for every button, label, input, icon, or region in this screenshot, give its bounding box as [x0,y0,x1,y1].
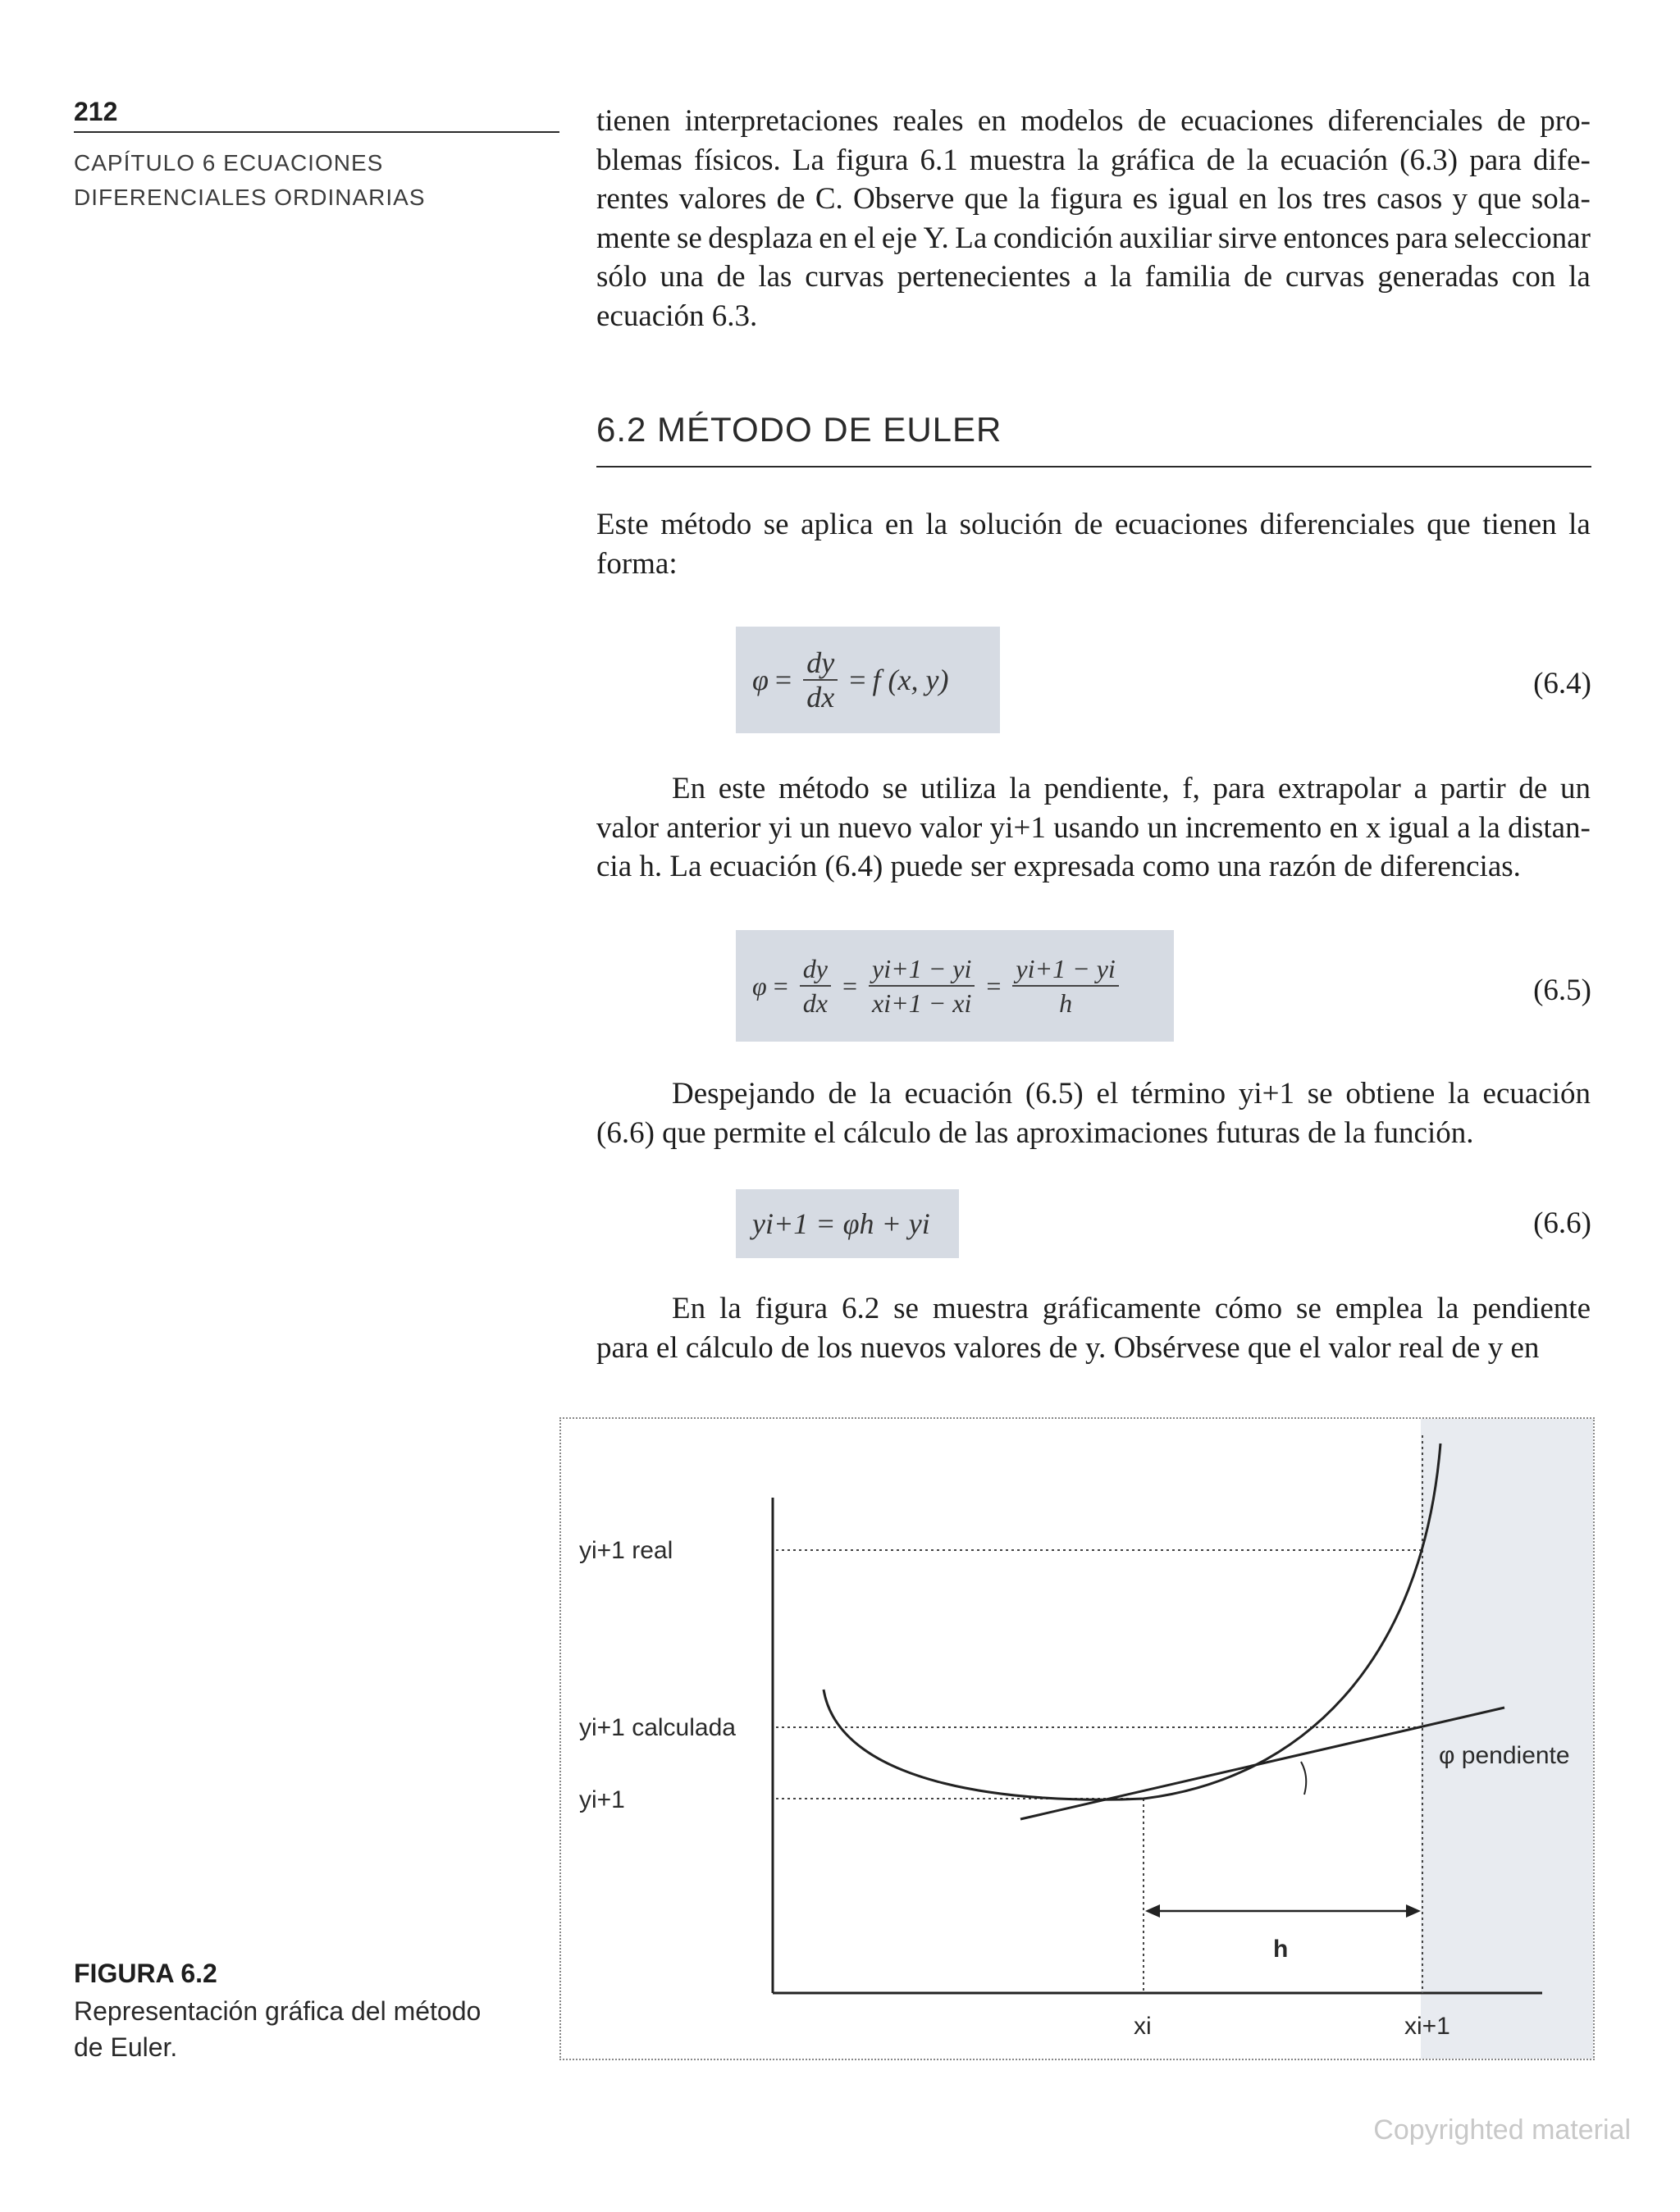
word: auxiliar [1119,221,1212,255]
word: para [596,1330,656,1365]
eq65-den2: xi+1 − xi [872,988,972,1018]
equation-number-6-6: (6.6) [1533,1206,1591,1240]
equation-6-5: φ = $\frac{dy}{dx}$ = $\frac{yi+1 - yi}{xi+1 - xi}$ = $\frac{yi+1 - yi}{h}$ [736,930,1174,1042]
word: valor [920,810,983,845]
word: la [1246,143,1269,177]
euler-diagram [561,1419,1593,2059]
word: valores [678,182,767,216]
word: seleccionar [1454,221,1591,255]
word: sólo [596,260,647,294]
word: valor [1328,1330,1399,1365]
word: y. [1084,1330,1114,1365]
word: que [1477,182,1522,216]
word: nuevo [838,810,912,845]
word: se [676,221,702,255]
text-line [596,1289,1591,1329]
angle-arc [1301,1762,1306,1795]
word: utiliza [920,772,997,805]
word: pertenecientes [897,260,1071,294]
word: se [882,772,908,805]
word: gráficamente [1042,1292,1201,1325]
equation-number-6-5: (6.5) [1533,974,1591,1007]
text-line [596,258,1591,297]
eq65-num3: yi+1 − yi [1012,952,1118,987]
section-rule [596,466,1591,467]
word: generadas [1377,260,1500,294]
word: de [1048,1330,1085,1365]
word: para [1395,221,1448,255]
word: muestra [932,1292,1029,1325]
word: muestra [969,143,1066,177]
text-line [596,847,1591,887]
word: en [884,508,914,541]
paragraph-clearing [596,1074,1591,1152]
word: f, [1182,772,1200,805]
word: nuevos [860,1330,954,1365]
word: ecuación [1482,1077,1591,1111]
word: de [828,1077,857,1111]
word: entonces [1283,221,1390,255]
word: el [1096,1077,1119,1111]
text-line [596,505,1591,545]
word: familia [1144,260,1231,294]
word: tienen [1482,508,1557,541]
word: rentes [596,182,669,216]
word: forma: [596,546,678,581]
word: la [1568,508,1591,541]
word: C. [815,182,843,216]
word: de [1244,260,1273,294]
word: x [1365,810,1381,845]
word: de [780,1330,818,1365]
eq64-rhs: f (x, y) [872,664,949,696]
equation-6-4: φ = $\frac{dy}{dx}$ = f (x, y) [736,627,1000,733]
text-line [596,545,1591,584]
word: la [1009,772,1031,805]
word: condición [993,221,1113,255]
word: casos [1376,182,1443,216]
word: ecuación [904,1077,1013,1111]
shaded-band [1421,1419,1593,2059]
word: tienen [596,104,671,138]
word: En [672,1292,706,1325]
label-xi1: xi+1 [1404,2013,1450,2040]
word: un [800,810,831,845]
word: pro- [1540,104,1591,138]
word: cómo [1214,1292,1283,1325]
word: figura [755,1292,829,1325]
caption-line-2: de Euler. [74,2032,178,2062]
word: la [1448,1077,1470,1111]
word: ecuaciones [1180,104,1314,138]
label-xi: xi [1134,2013,1152,2040]
copyright-watermark: Copyrighted material [1373,2114,1631,2146]
eq65-num1: dy [800,952,831,987]
text-line [596,141,1591,180]
h-arrow-right-head [1406,1904,1421,1918]
word: sola- [1531,182,1591,216]
word: ecuación 6.3. [596,299,758,333]
eq66-text: yi+1 = φh + yi [752,1207,930,1240]
chapter-heading [74,146,426,215]
word: pendiente [1472,1292,1591,1325]
word: desplaza [708,221,813,255]
word: de [1137,104,1166,138]
word: En [672,772,706,805]
word: ecuación [1280,143,1389,177]
word: cia h. La ecuación (6.4) puede ser expresada como una razón de diferencias. [596,850,1521,883]
word: se [763,508,789,541]
text-line [596,769,1591,809]
text-line [596,297,1591,336]
word: igual [1388,810,1449,845]
word: cálculo [685,1330,781,1365]
word: igual [1167,182,1229,216]
word: aplica [801,508,874,541]
word: solución [959,508,1062,541]
page-number: 212 [74,97,118,126]
figure-euler-method [559,1417,1595,2060]
word: La [955,221,988,255]
word: yi [768,810,792,845]
word: emplea [1335,1292,1423,1325]
text-line [596,102,1591,141]
word: método [778,772,870,805]
word: pendiente, [1043,772,1170,805]
word: término [1131,1077,1226,1111]
word: de [1518,772,1548,805]
word: figura [1050,182,1123,216]
word: los [817,1330,861,1365]
text-line [596,1114,1591,1153]
h-arrow-left-head [1145,1904,1160,1918]
word: curvas [1285,260,1365,294]
word: el [853,221,876,255]
word: reales [892,104,964,138]
word: a [1083,260,1098,294]
word: a [1413,772,1427,805]
header-rule [74,131,559,133]
word: los [1277,182,1313,216]
chapter-line-2: DIFERENCIALES ORDINARIAS [74,185,426,210]
word: con [1511,260,1556,294]
eq65-den1: dx [802,988,828,1018]
word: la [870,1077,892,1111]
word: Obsérvese [1113,1330,1248,1365]
text-line [596,1074,1591,1114]
word: figura [836,143,909,177]
word: anterior [666,810,761,845]
word: que [964,182,1008,216]
word: el [655,1330,686,1365]
text-line [596,809,1591,848]
paragraph-intro [596,102,1591,335]
word: Observe [852,182,955,216]
eq64-numerator: dy [803,646,838,681]
text-line [596,1329,1591,1368]
word: la [1018,182,1040,216]
word: eje [881,221,918,255]
eq65-num2: yi+1 − yi [869,952,975,987]
word: tres [1322,182,1367,216]
function-curve [824,1444,1440,1799]
eq64-lhs: φ [752,664,769,696]
word: incremento [1185,810,1322,845]
word: obtiene [1345,1077,1436,1111]
word: la [1110,260,1132,294]
word: La [792,143,824,177]
word: es [1132,182,1158,216]
word: yi+1 [1238,1077,1295,1111]
eq64-fraction [803,646,838,714]
figure-caption-title: FIGURA 6.2 [74,1959,217,1988]
word: 6.2 [841,1292,880,1325]
word: extrapolar [1277,772,1401,805]
word: diferenciales [1259,508,1415,541]
word: de [1074,508,1103,541]
word: la [719,1292,742,1325]
word: yi+1 [989,810,1046,845]
word: Y. [923,221,949,255]
paragraph-figure-ref [596,1289,1591,1367]
word: dife- [1532,143,1591,177]
equation-6-6 [736,1189,959,1258]
word: gráfica [1110,143,1195,177]
word: interpretaciones [684,104,879,138]
word: modelos [1020,104,1124,138]
word: partir [1440,772,1506,805]
word: Este [596,508,649,541]
text-line [596,180,1591,219]
word: físicos. [693,143,781,177]
word: (6.3) [1399,143,1459,177]
word: real [1398,1330,1452,1365]
word: 6.1 [920,143,958,177]
paragraph-slope [596,769,1591,887]
word: Despejando [672,1077,815,1111]
word: curvas [805,260,884,294]
eq65-lhs: φ [752,970,767,1001]
label-y-real: yi+1 real [579,1537,673,1564]
label-y-calculated: yi+1 calculada [579,1714,736,1741]
word: que [1247,1330,1299,1365]
word: un [1559,772,1591,805]
word: a [1457,810,1471,845]
equation-number-6-4: (6.4) [1533,667,1591,700]
text-line [596,219,1591,258]
word: la [1478,810,1500,845]
caption-line-1: Representación gráfica del método [74,1996,482,2026]
word: (6.6) que permite el cálculo de las aproximaciones futuras de la función. [596,1115,1474,1150]
word: en [977,104,1007,138]
word: en [1329,810,1358,845]
word: se [1307,1077,1333,1111]
word: este [718,772,766,805]
word: de [776,182,806,216]
word: método [660,508,752,541]
eq65-den3: h [1059,988,1073,1018]
eq64-denominator: dx [806,681,835,714]
word: usando [1053,810,1140,845]
word: la [1436,1292,1459,1325]
word: ecuaciones [1114,508,1249,541]
paragraph-method [596,505,1591,583]
word: de [1206,143,1235,177]
word: valor [596,810,660,845]
word: el [1299,1330,1329,1365]
word: blemas [596,143,682,177]
word: un [1147,810,1178,845]
word: se [1296,1292,1322,1325]
word: valores [953,1330,1049,1365]
word: de [1497,104,1526,138]
figure-caption [74,1993,533,2065]
word: una [660,260,704,294]
word: mente [596,221,671,255]
word: la [1568,260,1591,294]
word: en [819,221,848,255]
word: la [1077,143,1099,177]
label-y: yi+1 [579,1786,625,1813]
chapter-line-1: CAPÍTULO 6 ECUACIONES [74,150,384,176]
word: que [1427,508,1471,541]
word: para [1212,772,1266,805]
word: las [758,260,792,294]
section-title: 6.2 MÉTODO DE EULER [596,410,1002,449]
word: la [925,508,948,541]
word: sirve [1217,221,1277,255]
word: distan- [1508,810,1591,845]
word: se [893,1292,919,1325]
word: en [1510,1330,1540,1365]
word: para [1469,143,1522,177]
word: y [1452,182,1468,216]
word: de [716,260,746,294]
word: (6.5) [1025,1077,1084,1111]
label-slope: φ pendiente [1439,1742,1570,1769]
word: de [1451,1330,1488,1365]
label-h: h [1273,1936,1289,1963]
word: en [1238,182,1267,216]
word: diferenciales [1327,104,1483,138]
word: y [1487,1330,1511,1365]
